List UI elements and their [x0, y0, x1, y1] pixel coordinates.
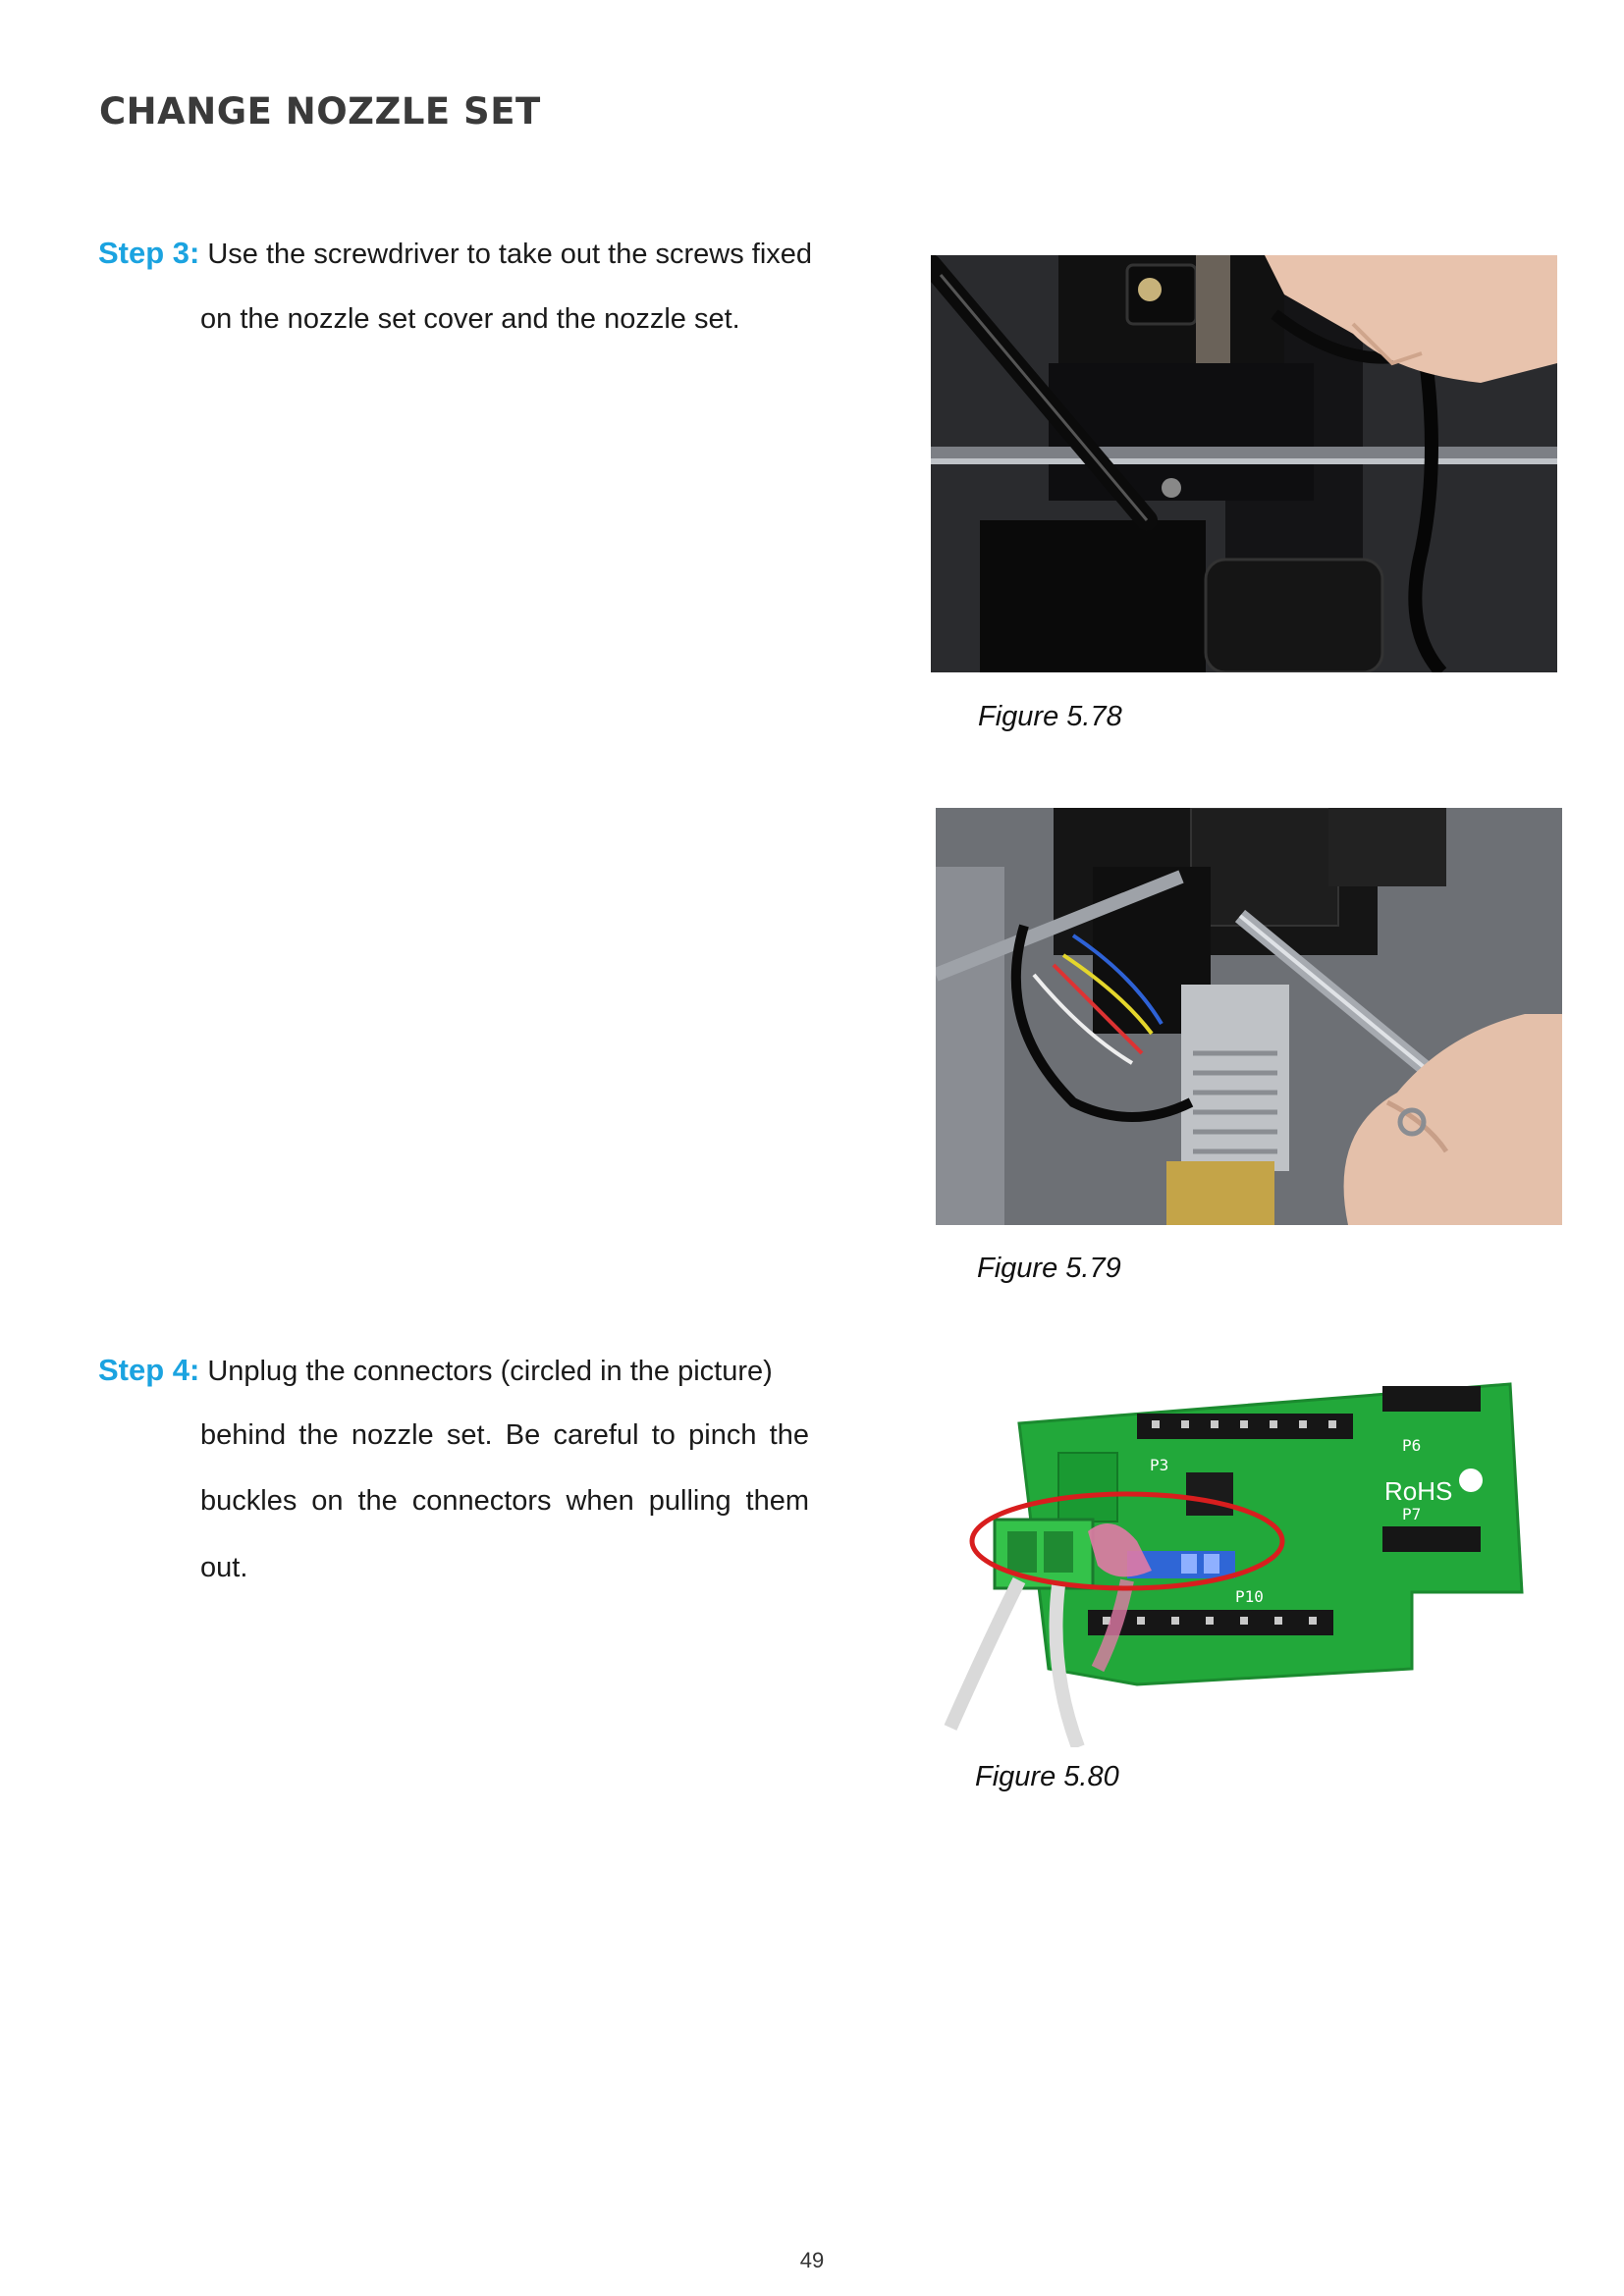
step-3-line-1: Use the screwdriver to take out the screws fixed — [207, 239, 813, 270]
pcb-label-p6: P6 — [1402, 1436, 1422, 1455]
pcb-label-rohs: RoHS — [1384, 1476, 1453, 1506]
step-4-line-1: Unplug the connectors (circled in the picture) — [207, 1356, 773, 1387]
figure-5-80-caption: Figure 5.80 — [975, 1761, 1119, 1792]
figure-5-78-caption: Figure 5.78 — [978, 701, 1122, 732]
figure-5-78-photo — [931, 255, 1557, 672]
step-3 — [98, 236, 812, 271]
step-3-label: Step 3: — [98, 236, 200, 270]
step-4-line-2: behind the nozzle set. Be careful to pinch the — [200, 1419, 809, 1451]
step-4-line-4: out. — [200, 1552, 248, 1583]
step-4 — [98, 1353, 809, 1388]
figure-5-80-photo — [941, 1374, 1532, 1747]
page-title: CHANGE NOZZLE SET — [99, 90, 541, 133]
step-4-label: Step 4: — [98, 1353, 200, 1387]
step-4-line-3: buckles on the connectors when pulling them — [200, 1485, 809, 1517]
figure-5-79-caption: Figure 5.79 — [977, 1253, 1121, 1284]
pcb-label-p3: P3 — [1150, 1456, 1169, 1474]
pcb-label-p10: P10 — [1235, 1587, 1264, 1606]
figure-5-79-photo — [936, 808, 1562, 1225]
step-3-line-2: on the nozzle set cover and the nozzle set. — [200, 303, 740, 335]
page-number: 49 — [799, 2248, 825, 2272]
pcb-label-p7: P7 — [1402, 1505, 1422, 1523]
